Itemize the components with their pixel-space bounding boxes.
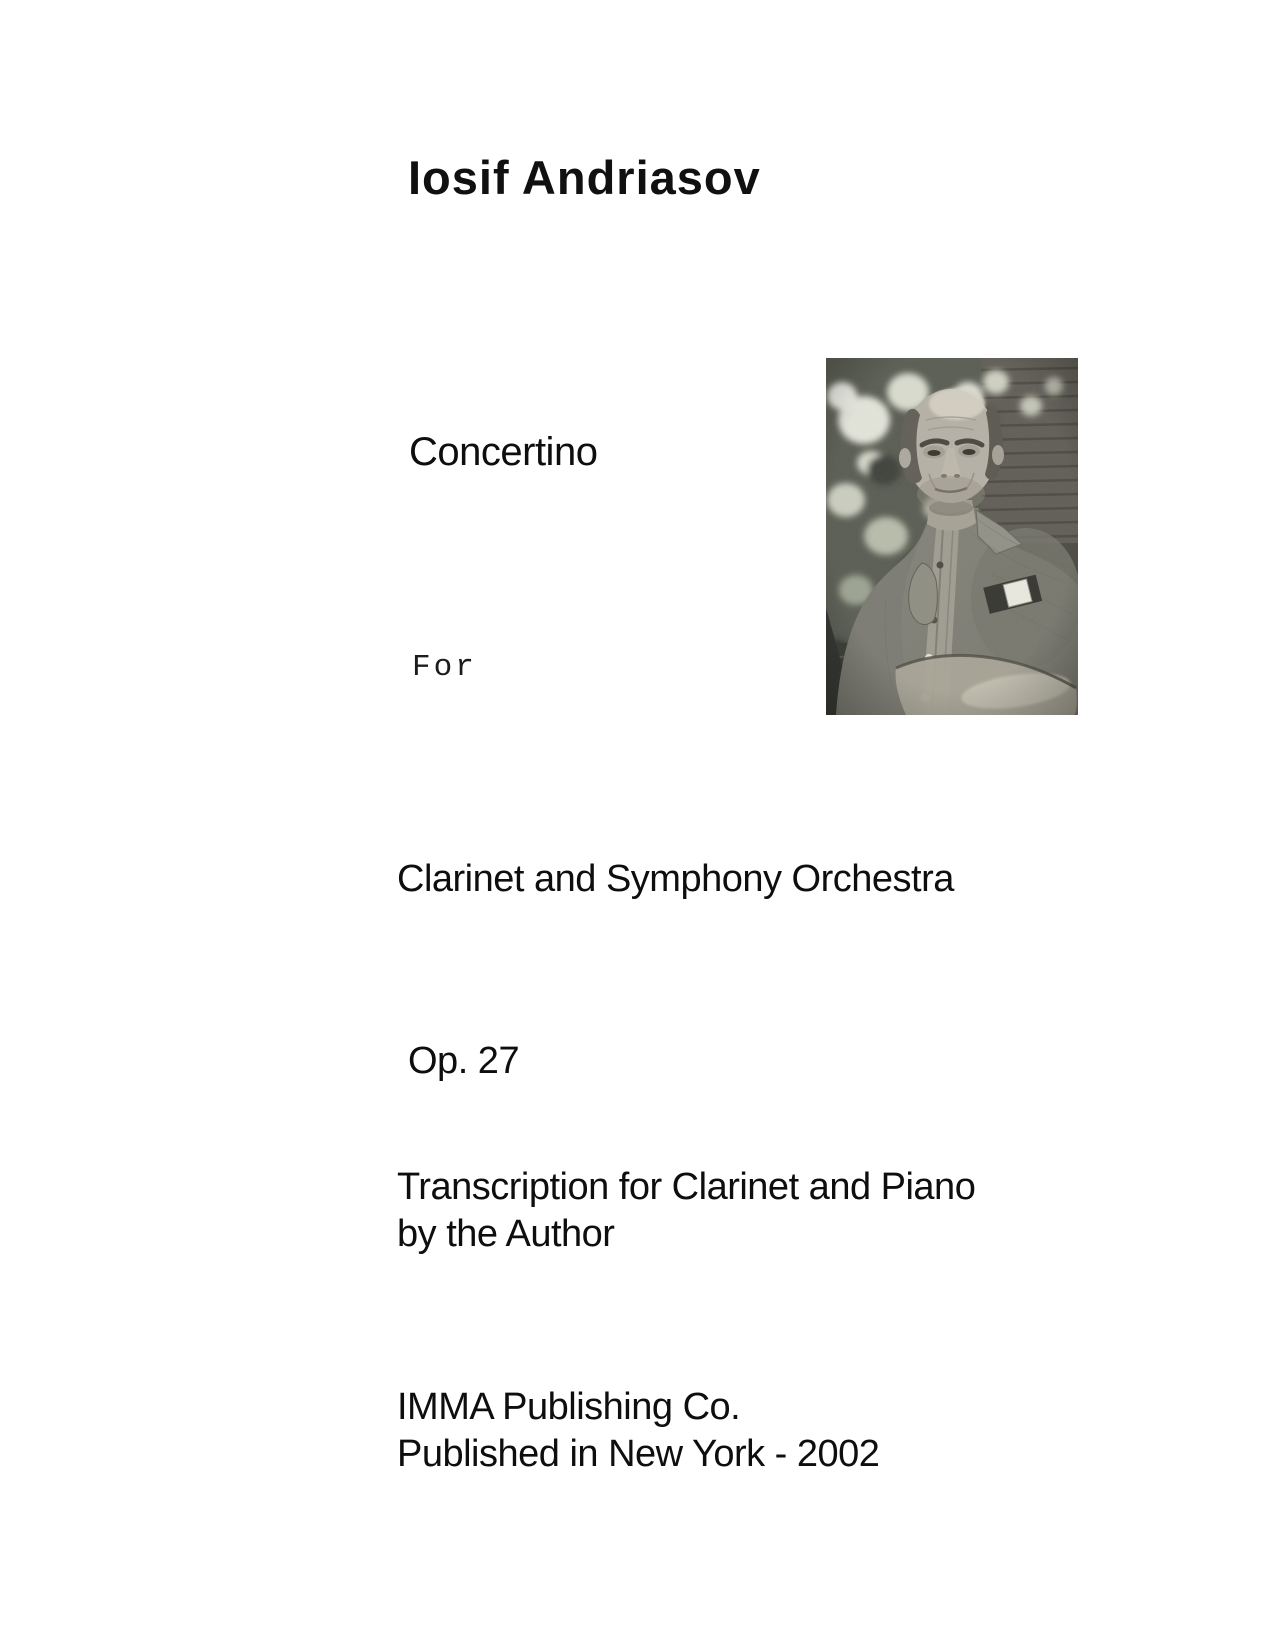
composer-portrait-photo	[826, 358, 1078, 715]
vignette-overlay	[826, 358, 1078, 715]
opus-number: Op. 27	[408, 1040, 520, 1082]
for-label: For	[412, 650, 477, 685]
transcription-line-2: by the Author	[397, 1213, 615, 1255]
work-title: Concertino	[409, 430, 598, 474]
publisher-info	[397, 1384, 879, 1478]
publisher-name: IMMA Publishing Co.	[397, 1386, 741, 1428]
composer-portrait-illustration	[826, 358, 1078, 715]
publication-place-year: Published in New York - 2002	[397, 1433, 880, 1475]
transcription-line-1: Transcription for Clarinet and Piano	[397, 1166, 976, 1208]
composer-name: Iosif Andriasov	[408, 151, 761, 204]
transcription-note	[397, 1164, 975, 1258]
instrumentation: Clarinet and Symphony Orchestra	[397, 858, 954, 900]
